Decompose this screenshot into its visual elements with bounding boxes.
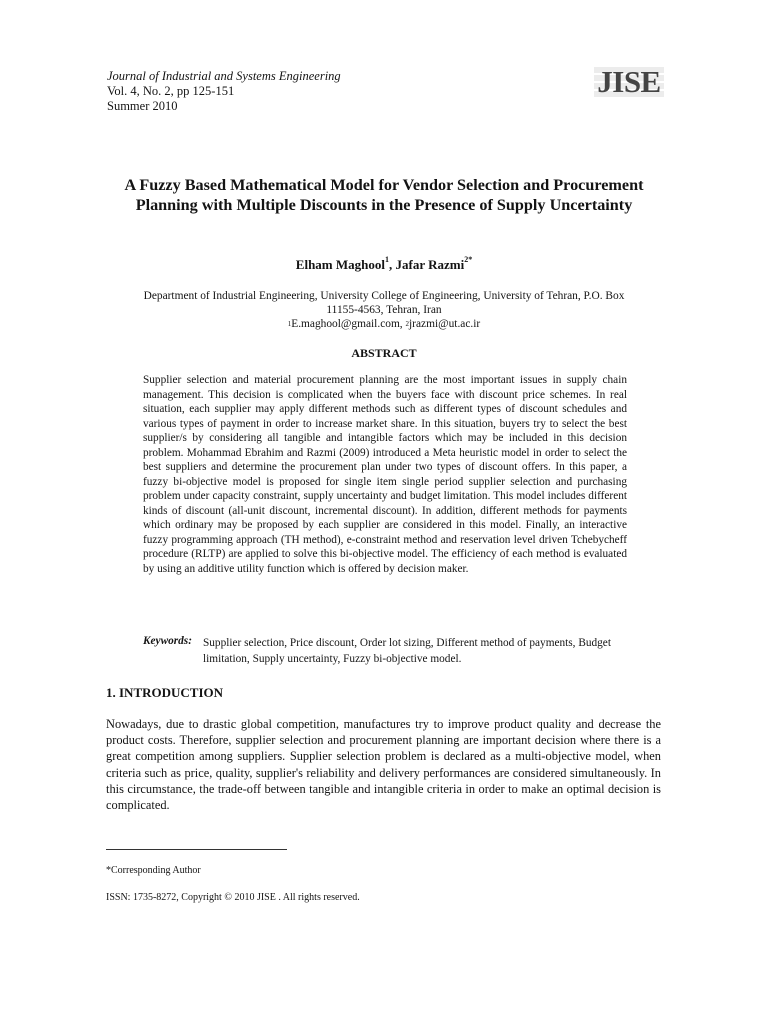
abstract-text: Supplier selection and material procurement planning are the most important issues in supply chain management. This decision is complicated when the buyers face with discount price schemes. In real situation, each supplier may apply different methods such as different types of discount schedules and various types of payment in order to increase market share. In this situation, buyers try to select the best supplier/s by considering all tangible and intangible factors which may be included in this decision problem. Mohammad Ebrahim and Razmi (2009) introduced a Meta heuristic model in order to select the best suppliers and determine the procurement plan under two types of discount offers. In this paper, a fuzzy bi-objective model is proposed for single item single period supplier selection and purchasing problem under capacity constraint, supply uncertainty and budget limitation. This model includes different kinds of discount (all-unit discount, incremental discount). In addition, different methods for payments which ordinary may be proposed by each supplier are considered in this model. Finally, an interactive fuzzy programming approach (TH method), e-constraint method and reservation level driven Tchebycheff procedure (RLTP) are applied to solve this bi-objective model. The efficiency of each method is evaluated by using an additive utility function which is offered by decision maker. (143, 374, 627, 575)
author-name: Elham Maghool (295, 257, 385, 272)
author-name: Jafar Razmi (395, 257, 465, 272)
paper-title: A Fuzzy Based Mathematical Model for Vendor Selection and Procurement Planning with Multiple Discounts in the Presence of Supply Uncertainty (124, 176, 644, 214)
corresponding-author-note: *Corresponding Author (106, 865, 201, 876)
journal-name: Journal of Industrial and Systems Engineering (107, 69, 341, 83)
email-mark: 2 (405, 320, 410, 328)
author-affiliation-mark: 1 (385, 255, 389, 264)
volume-line: Vol. 4, No. 2, pp 125-151 (107, 84, 235, 98)
author-separator: , (389, 257, 396, 272)
keywords-label: Keywords: (143, 635, 192, 647)
journal-logo: JISE (594, 67, 664, 97)
author-list (0, 257, 768, 273)
affiliation-line: 11155-4563, Tehran, Iran (326, 304, 442, 316)
section-heading: 1. INTRODUCTION (106, 685, 224, 700)
author-email[interactable]: jrazmi@ut.ac.ir (409, 318, 481, 330)
copyright-line: ISSN: 1735-8272, Copyright © 2010 JISE . All rights reserved. (106, 892, 360, 903)
affiliation (100, 289, 668, 331)
keywords-text: Supplier selection, Price discount, Order lot sizing, Different method of payments, Budget limitation, Supply uncertainty, Fuzzy bi-objective model. (203, 637, 611, 665)
email-line (100, 317, 668, 331)
author-email[interactable]: E.maghool@gmail.com, (291, 318, 406, 330)
issue-date: Summer 2010 (107, 99, 178, 113)
journal-header (107, 69, 341, 114)
email-mark: 1 (287, 320, 292, 328)
author-affiliation-mark: 2* (464, 255, 473, 264)
affiliation-line: Department of Industrial Engineering, University College of Engineering, University of Tehran, P.O. Box (143, 290, 625, 302)
introduction-paragraph: Nowadays, due to drastic global competition, manufactures try to improve product quality and decrease the product costs. Therefore, supplier selection and procurement planning are important decision where there is a great competition among suppliers. Supplier selection problem is declared as a multi-objective model, when criteria such as price, quality, supplier's reliability and delivery performances are considered simultaneously. In this circumstance, the trade-off between tangible and intangible criteria in order to make an optimal decision is complicated. (106, 717, 661, 813)
footnote-divider (106, 849, 287, 850)
abstract-heading: ABSTRACT (351, 346, 417, 360)
